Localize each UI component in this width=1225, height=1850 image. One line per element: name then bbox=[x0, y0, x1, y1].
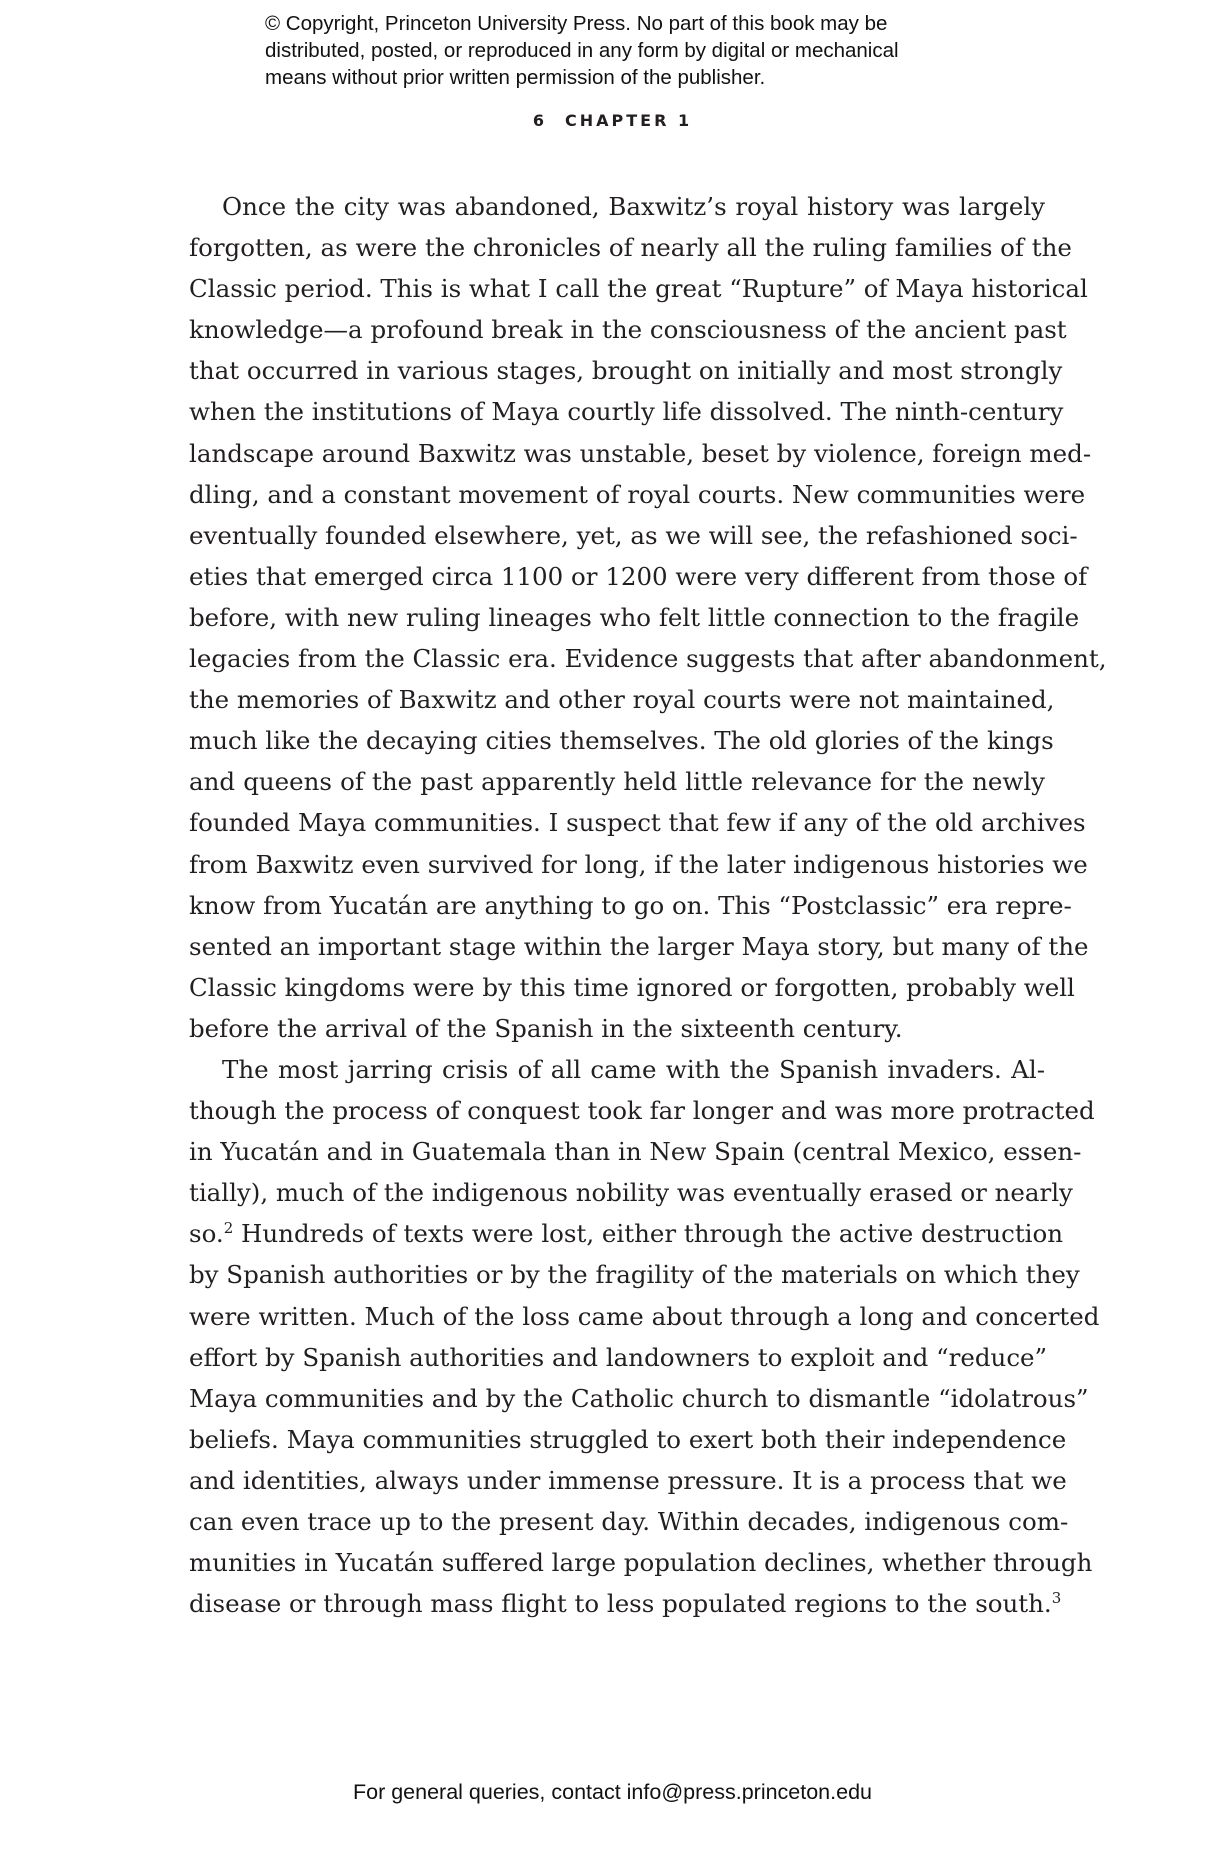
text-line: effort by Spanish authorities and landowners to exploit and “reduce” bbox=[189, 1342, 1048, 1372]
paragraph-2 bbox=[189, 1049, 1100, 1624]
text-line-with-note bbox=[189, 1583, 1062, 1624]
footnote-ref[interactable]: 2 bbox=[223, 1219, 234, 1238]
text-line: from Baxwitz even survived for long, if the later indigenous histories we bbox=[189, 849, 1088, 879]
text-line: when the institutions of Maya courtly life dissolved. The ninth-century bbox=[189, 397, 1064, 427]
copyright-line: means without prior written permission of the publisher. bbox=[265, 66, 766, 89]
text-line: eties that emerged circa 1100 or 1200 were very different from those of bbox=[189, 561, 1088, 591]
text-line: Classic kingdoms were by this time ignored or forgotten, probably well bbox=[189, 972, 1075, 1002]
text-line: in Yucatán and in Guatemala than in New Spain (central Mexico, essen- bbox=[189, 1137, 1082, 1167]
text-line: tially), much of the indigenous nobility was eventually erased or nearly bbox=[189, 1178, 1073, 1208]
text-line: eventually founded elsewhere, yet, as we will see, the refashioned soci- bbox=[189, 520, 1078, 550]
text-line: beliefs. Maya communities struggled to exert both their independence bbox=[189, 1424, 1067, 1454]
text-fragment: so. bbox=[189, 1219, 224, 1249]
text-line: dling, and a constant movement of royal courts. New communities were bbox=[189, 479, 1086, 509]
text-fragment: Hundreds of texts were lost, either through the active destruction bbox=[233, 1219, 1064, 1249]
text-line: can even trace up to the present day. Within decades, indigenous com- bbox=[189, 1507, 1069, 1536]
running-head bbox=[0, 111, 1225, 130]
footer-contact: For general queries, contact info@press.princeton.edu bbox=[352, 1780, 872, 1804]
text-line: The most jarring crisis of all came with the Spanish invaders. Al- bbox=[222, 1054, 1045, 1084]
copyright-notice bbox=[265, 10, 1025, 91]
text-line: by Spanish authorities or by the fragility of the materials on which they bbox=[189, 1260, 1080, 1290]
text-line: were written. Much of the loss came about through a long and concerted bbox=[189, 1301, 1100, 1331]
text-line: Classic period. This is what I call the great “Rupture” of Maya historical bbox=[189, 274, 1088, 304]
text-line: forgotten, as were the chronicles of nearly all the ruling families of the bbox=[189, 233, 1072, 263]
text-line: much like the decaying cities themselves. The old glories of the kings bbox=[189, 726, 1054, 756]
paragraph-1 bbox=[189, 186, 1107, 1049]
text-line: and identities, always under immense pressure. It is a process that we bbox=[189, 1465, 1067, 1495]
text-line: legacies from the Classic era. Evidence suggests that after abandonment, bbox=[189, 644, 1107, 674]
text-line-with-note bbox=[189, 1213, 1064, 1254]
text-line: that occurred in various stages, brought on initially and most strongly bbox=[189, 356, 1063, 386]
body-text bbox=[189, 186, 1107, 1624]
chapter-label: CHAPTER 1 bbox=[565, 111, 693, 130]
text-line: sented an important stage within the larger Maya story, but many of the bbox=[189, 931, 1089, 961]
text-line: knowledge—a profound break in the consciousness of the ancient past bbox=[189, 315, 1067, 345]
text-fragment: disease or through mass flight to less populated regions to the south. bbox=[189, 1589, 1052, 1619]
text-line: before, with new ruling lineages who felt little connection to the fragile bbox=[189, 602, 1080, 632]
text-line: before the arrival of the Spanish in the sixteenth century. bbox=[189, 1013, 903, 1043]
text-line: the memories of Baxwitz and other royal courts were not maintained, bbox=[189, 685, 1055, 715]
text-line: and queens of the past apparently held little relevance for the newly bbox=[189, 767, 1045, 797]
page-number: 6 bbox=[532, 111, 548, 130]
footnote-ref[interactable]: 3 bbox=[1051, 1589, 1062, 1608]
text-line: though the process of conquest took far longer and was more protracted bbox=[189, 1096, 1095, 1126]
copyright-line: © Copyright, Princeton University Press. No part of this book may be bbox=[265, 12, 888, 35]
text-line: Maya communities and by the Catholic church to dismantle “idolatrous” bbox=[189, 1383, 1089, 1413]
text-line: Once the city was abandoned, Baxwitz’s royal history was largely bbox=[222, 192, 1045, 221]
text-line: munities in Yucatán suffered large population declines, whether through bbox=[189, 1548, 1093, 1578]
text-line: know from Yucatán are anything to go on. This “Postclassic” era repre- bbox=[189, 890, 1072, 920]
copyright-line: distributed, posted, or reproduced in any form by digital or mechanical bbox=[265, 39, 899, 62]
text-line: landscape around Baxwitz was unstable, beset by violence, foreign med- bbox=[189, 438, 1092, 468]
text-line: founded Maya communities. I suspect that few if any of the old archives bbox=[189, 808, 1086, 838]
